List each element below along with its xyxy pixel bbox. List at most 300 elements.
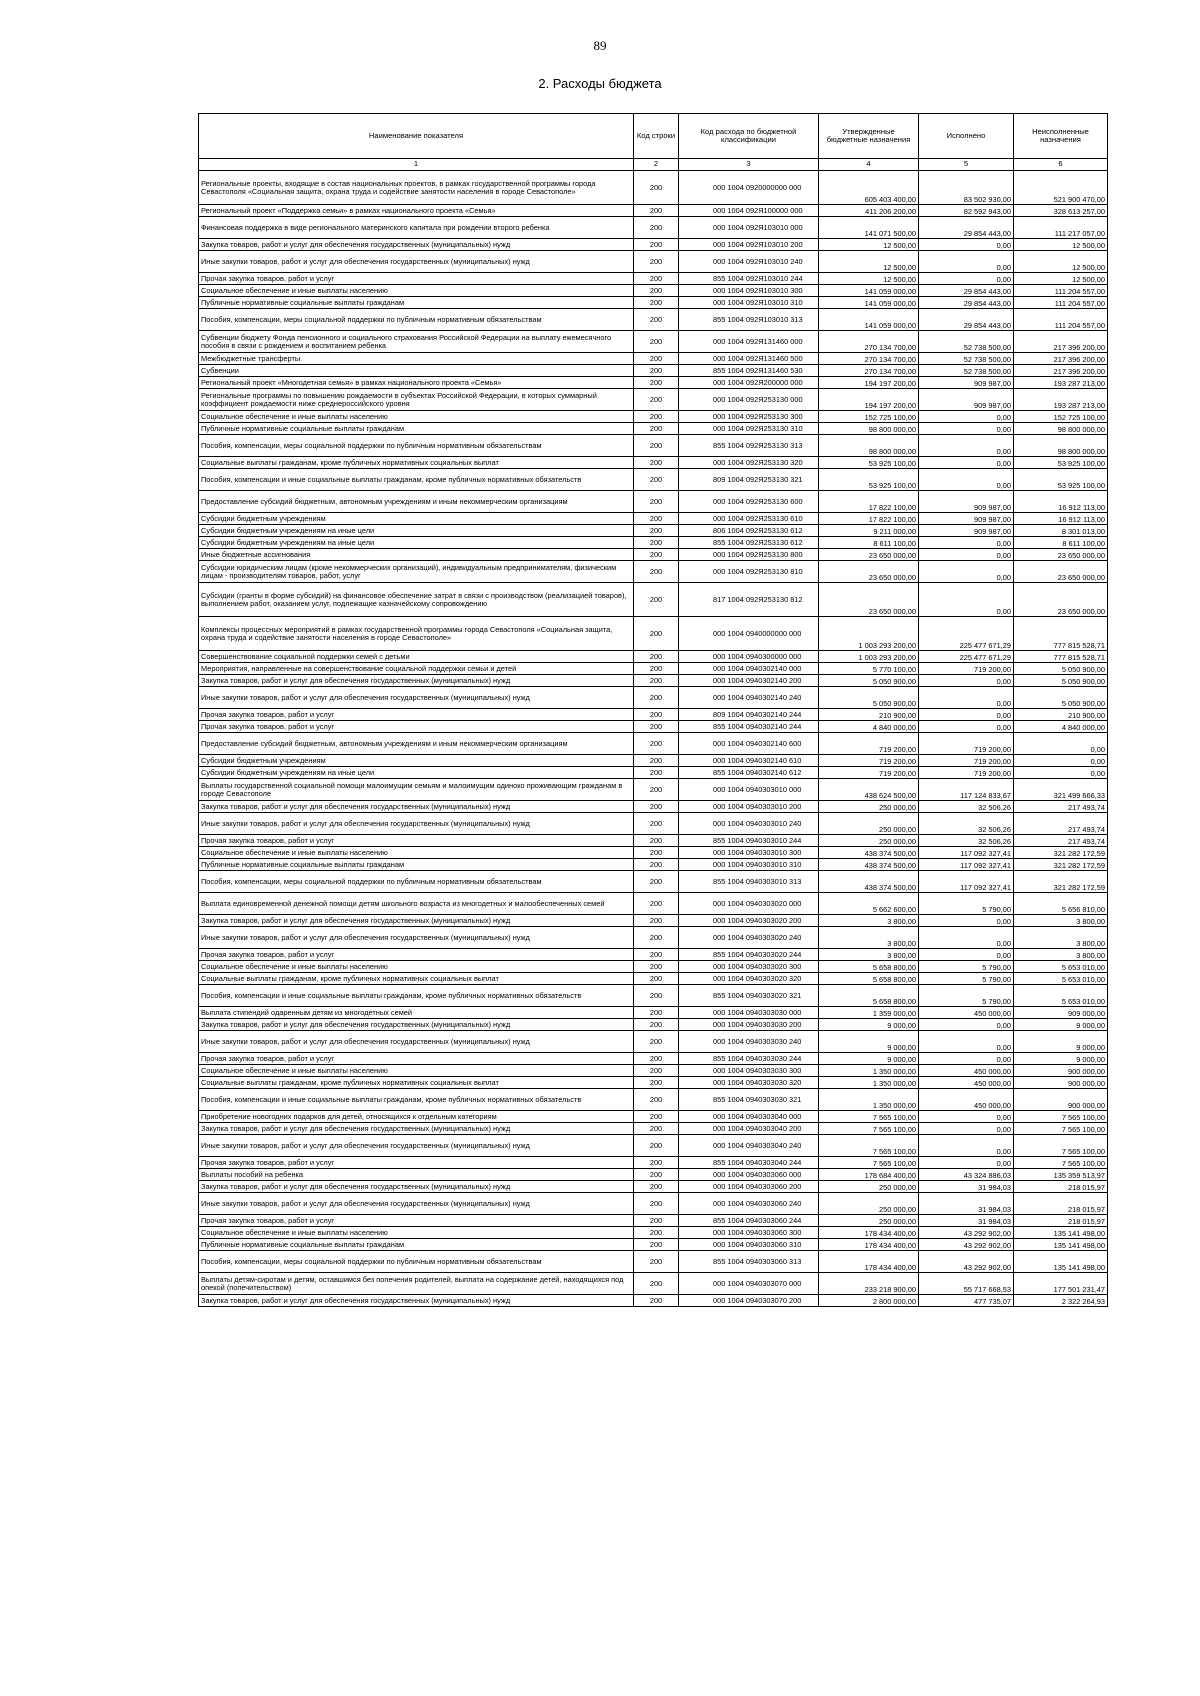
table-cell-approved: 719 200,00: [819, 755, 919, 767]
table-cell-budget-code: 000 1004 092Я253130 800: [679, 549, 819, 561]
table-cell-approved: 411 206 200,00: [819, 205, 919, 217]
table-cell-budget-code: 000 1004 0940303060 310: [679, 1239, 819, 1251]
table-cell-approved: 270 134 700,00: [819, 353, 919, 365]
table-row: [199, 411, 1108, 423]
table-cell-approved: 9 000,00: [819, 1019, 919, 1031]
table-cell-approved: 7 565 100,00: [819, 1123, 919, 1135]
table-cell-row-code: 200: [634, 847, 679, 859]
table-cell-executed: 0,00: [919, 1053, 1014, 1065]
table-cell-name: Межбюджетные трансферты: [199, 353, 634, 365]
table-cell-row-code: 200: [634, 1215, 679, 1227]
table-row: [199, 1215, 1108, 1227]
table-cell-unexecuted: 5 050 900,00: [1014, 675, 1108, 687]
table-cell-unexecuted: 900 000,00: [1014, 1089, 1108, 1111]
table-cell-budget-code: 000 1004 0940302140 240: [679, 687, 819, 709]
table-cell-approved: 250 000,00: [819, 835, 919, 847]
table-cell-row-code: 200: [634, 1123, 679, 1135]
table-cell-approved: 233 218 900,00: [819, 1273, 919, 1295]
table-cell-unexecuted: 111 204 557,00: [1014, 309, 1108, 331]
table-cell-row-code: 200: [634, 377, 679, 389]
table-cell-approved: 9 211 000,00: [819, 525, 919, 537]
table-cell-unexecuted: 217 493,74: [1014, 813, 1108, 835]
table-cell-approved: 438 374 500,00: [819, 847, 919, 859]
table-row: [199, 561, 1108, 583]
table-cell-budget-code: 000 1004 092Я253130 600: [679, 491, 819, 513]
table-cell-approved: 23 650 000,00: [819, 549, 919, 561]
table-cell-budget-code: 000 1004 0940300000 000: [679, 651, 819, 663]
table-cell-budget-code: 000 1004 092Я253130 000: [679, 389, 819, 411]
table-cell-row-code: 200: [634, 1135, 679, 1157]
table-cell-name: Субвенции: [199, 365, 634, 377]
table-row: [199, 927, 1108, 949]
table-cell-approved: 7 565 100,00: [819, 1135, 919, 1157]
table-row: [199, 1135, 1108, 1157]
table-cell-row-code: 200: [634, 1227, 679, 1239]
table-cell-executed: 719 200,00: [919, 755, 1014, 767]
table-cell-executed: 0,00: [919, 927, 1014, 949]
table-cell-row-code: 200: [634, 1251, 679, 1273]
table-cell-budget-code: 000 1004 0940303040 240: [679, 1135, 819, 1157]
table-cell-budget-code: 809 1004 092Я253130 321: [679, 469, 819, 491]
table-cell-approved: 12 500,00: [819, 273, 919, 285]
table-cell-approved: 98 800 000,00: [819, 435, 919, 457]
table-cell-approved: 1 003 293 200,00: [819, 617, 919, 651]
table-cell-unexecuted: 7 565 100,00: [1014, 1157, 1108, 1169]
table-cell-unexecuted: 8 611 100,00: [1014, 537, 1108, 549]
table-row: [199, 217, 1108, 239]
table-row: [199, 583, 1108, 617]
table-cell-unexecuted: 5 653 010,00: [1014, 985, 1108, 1007]
column-number: 1: [199, 159, 634, 171]
table-cell-name: Приобретение новогодних подарков для детей, относящихся к отдельным категориям: [199, 1111, 634, 1123]
table-cell-approved: 5 050 900,00: [819, 687, 919, 709]
table-cell-unexecuted: 0,00: [1014, 767, 1108, 779]
table-cell-name: Закупка товаров, работ и услуг для обеспечения государственных (муниципальных) нужд: [199, 1181, 634, 1193]
table-cell-row-code: 200: [634, 423, 679, 435]
table-cell-unexecuted: 177 501 231,47: [1014, 1273, 1108, 1295]
table-cell-executed: 0,00: [919, 251, 1014, 273]
table-cell-budget-code: 000 1004 0940302140 610: [679, 755, 819, 767]
table-cell-budget-code: 000 1004 092Я100000 000: [679, 205, 819, 217]
table-cell-row-code: 200: [634, 1295, 679, 1307]
table-cell-name: Прочая закупка товаров, работ и услуг: [199, 1053, 634, 1065]
table-cell-executed: 31 984,03: [919, 1193, 1014, 1215]
table-cell-budget-code: 000 1004 0940303070 200: [679, 1295, 819, 1307]
table-cell-approved: 23 650 000,00: [819, 583, 919, 617]
table-cell-budget-code: 000 1004 0940303030 300: [679, 1065, 819, 1077]
table-cell-row-code: 200: [634, 217, 679, 239]
budget-expenses-table: [198, 113, 1108, 1307]
table-cell-name: Публичные нормативные социальные выплаты гражданам: [199, 297, 634, 309]
table-cell-approved: 1 350 000,00: [819, 1089, 919, 1111]
table-cell-name: Субсидии (гранты в форме субсидий) на финансовое обеспечение затрат в связи с производством (реализацией товаров), выполнением работ, оказанием услуг, подлежащие казначейскому сопровождению: [199, 583, 634, 617]
table-cell-row-code: 200: [634, 469, 679, 491]
table-cell-unexecuted: 4 840 000,00: [1014, 721, 1108, 733]
table-row: [199, 239, 1108, 251]
table-cell-row-code: 200: [634, 389, 679, 411]
table-row: [199, 549, 1108, 561]
table-cell-row-code: 200: [634, 491, 679, 513]
table-cell-name: Иные закупки товаров, работ и услуг для обеспечения государственных (муниципальных) нужд: [199, 1031, 634, 1053]
table-cell-budget-code: 000 1004 092Я103010 310: [679, 297, 819, 309]
table-row: [199, 513, 1108, 525]
table-cell-row-code: 200: [634, 1193, 679, 1215]
table-cell-name: Субсидии юридическим лицам (кроме некоммерческих организаций), индивидуальным предпринимателям, физическим лицам - производителям товаров, работ, услуг: [199, 561, 634, 583]
table-cell-budget-code: 000 1004 0940303010 310: [679, 859, 819, 871]
table-cell-unexecuted: 111 204 557,00: [1014, 285, 1108, 297]
table-cell-approved: 3 800,00: [819, 927, 919, 949]
table-row: [199, 251, 1108, 273]
table-cell-unexecuted: 9 000,00: [1014, 1031, 1108, 1053]
table-cell-unexecuted: 218 015,97: [1014, 1193, 1108, 1215]
header-row-code: Код строки: [634, 114, 679, 159]
table-cell-unexecuted: 0,00: [1014, 755, 1108, 767]
column-number: 5: [919, 159, 1014, 171]
table-cell-budget-code: 817 1004 092Я253130 812: [679, 583, 819, 617]
table-cell-unexecuted: 98 800 000,00: [1014, 423, 1108, 435]
table-cell-unexecuted: 5 656 810,00: [1014, 893, 1108, 915]
column-number: 4: [819, 159, 919, 171]
table-row: [199, 1019, 1108, 1031]
table-cell-name: Субсидии бюджетным учреждениям: [199, 513, 634, 525]
table-cell-unexecuted: 111 204 557,00: [1014, 297, 1108, 309]
table-row: [199, 721, 1108, 733]
table-cell-budget-code: 000 1004 092Я253130 310: [679, 423, 819, 435]
table-cell-row-code: 200: [634, 985, 679, 1007]
table-cell-unexecuted: 7 565 100,00: [1014, 1111, 1108, 1123]
table-row: [199, 297, 1108, 309]
table-row: [199, 365, 1108, 377]
table-cell-budget-code: 855 1004 0940303030 244: [679, 1053, 819, 1065]
table-cell-approved: 4 840 000,00: [819, 721, 919, 733]
table-row: [199, 1181, 1108, 1193]
table-cell-unexecuted: 777 815 528,71: [1014, 617, 1108, 651]
table-row: [199, 663, 1108, 675]
table-row: [199, 1193, 1108, 1215]
table-cell-executed: 52 738 500,00: [919, 331, 1014, 353]
table-cell-name: Пособия, компенсации, меры социальной поддержки по публичным нормативным обязательствам: [199, 1251, 634, 1273]
table-cell-executed: 0,00: [919, 583, 1014, 617]
table-cell-executed: 0,00: [919, 537, 1014, 549]
table-cell-approved: 12 500,00: [819, 239, 919, 251]
table-cell-name: Социальное обеспечение и иные выплаты населению: [199, 411, 634, 423]
table-cell-approved: 9 000,00: [819, 1053, 919, 1065]
table-cell-unexecuted: 909 000,00: [1014, 1007, 1108, 1019]
table-cell-row-code: 200: [634, 411, 679, 423]
table-cell-budget-code: 000 1004 092Я103010 240: [679, 251, 819, 273]
table-cell-unexecuted: 193 287 213,00: [1014, 377, 1108, 389]
table-row: [199, 767, 1108, 779]
table-cell-executed: 117 092 327,41: [919, 871, 1014, 893]
table-cell-name: Публичные нормативные социальные выплаты гражданам: [199, 423, 634, 435]
table-cell-name: Публичные нормативные социальные выплаты гражданам: [199, 1239, 634, 1251]
table-cell-row-code: 200: [634, 297, 679, 309]
table-cell-approved: 250 000,00: [819, 1181, 919, 1193]
header-unexecuted: Неисполненные назначения: [1014, 114, 1108, 159]
table-cell-unexecuted: 23 650 000,00: [1014, 561, 1108, 583]
table-cell-approved: 3 800,00: [819, 915, 919, 927]
table-cell-row-code: 200: [634, 525, 679, 537]
table-cell-unexecuted: 217 396 200,00: [1014, 365, 1108, 377]
table-header-row: [199, 114, 1108, 159]
table-cell-budget-code: 000 1004 0940303070 000: [679, 1273, 819, 1295]
table-cell-name: Закупка товаров, работ и услуг для обеспечения государственных (муниципальных) нужд: [199, 801, 634, 813]
table-cell-budget-code: 855 1004 0940303040 244: [679, 1157, 819, 1169]
table-cell-row-code: 200: [634, 1169, 679, 1181]
table-cell-unexecuted: 3 800,00: [1014, 927, 1108, 949]
table-cell-budget-code: 000 1004 092Я253130 300: [679, 411, 819, 423]
table-cell-row-code: 200: [634, 239, 679, 251]
table-cell-name: Социальное обеспечение и иные выплаты населению: [199, 1065, 634, 1077]
table-cell-budget-code: 000 1004 0940000000 000: [679, 617, 819, 651]
table-cell-executed: 0,00: [919, 435, 1014, 457]
table-row: [199, 469, 1108, 491]
table-cell-approved: 719 200,00: [819, 767, 919, 779]
table-cell-name: Выплаты детям-сиротам и детям, оставшимся без попечения родителей, выплата на содержание детей, находящихся под опекой (попечительством): [199, 1273, 634, 1295]
table-cell-budget-code: 855 1004 0940302140 612: [679, 767, 819, 779]
table-cell-approved: 270 134 700,00: [819, 331, 919, 353]
table-cell-unexecuted: 900 000,00: [1014, 1077, 1108, 1089]
table-cell-unexecuted: 135 359 513,97: [1014, 1169, 1108, 1181]
table-cell-row-code: 200: [634, 1019, 679, 1031]
table-row: [199, 915, 1108, 927]
table-cell-name: Прочая закупка товаров, работ и услуг: [199, 835, 634, 847]
table-cell-budget-code: 855 1004 0940303020 244: [679, 949, 819, 961]
table-cell-name: Мероприятия, направленные на совершенствование социальной поддержки семьи и детей: [199, 663, 634, 675]
column-number-row: [199, 159, 1108, 171]
table-cell-name: Выплата стипендий одаренным детям из многодетных семей: [199, 1007, 634, 1019]
table-cell-unexecuted: 9 000,00: [1014, 1019, 1108, 1031]
table-cell-budget-code: 000 1004 0940302140 000: [679, 663, 819, 675]
table-cell-executed: 0,00: [919, 915, 1014, 927]
table-cell-row-code: 200: [634, 859, 679, 871]
table-cell-approved: 23 650 000,00: [819, 561, 919, 583]
table-cell-budget-code: 000 1004 0940303010 200: [679, 801, 819, 813]
table-cell-budget-code: 000 1004 0940303030 000: [679, 1007, 819, 1019]
table-cell-row-code: 200: [634, 733, 679, 755]
table-cell-row-code: 200: [634, 1065, 679, 1077]
table-cell-executed: 0,00: [919, 1031, 1014, 1053]
table-cell-budget-code: 000 1004 0940303020 000: [679, 893, 819, 915]
table-cell-row-code: 200: [634, 709, 679, 721]
table-cell-row-code: 200: [634, 617, 679, 651]
table-cell-executed: 0,00: [919, 1019, 1014, 1031]
table-cell-unexecuted: 217 493,74: [1014, 801, 1108, 813]
table-row: [199, 525, 1108, 537]
table-cell-row-code: 200: [634, 1181, 679, 1193]
table-cell-executed: 225 477 671,29: [919, 617, 1014, 651]
table-cell-budget-code: 000 1004 0940303030 200: [679, 1019, 819, 1031]
table-cell-row-code: 200: [634, 927, 679, 949]
table-row: [199, 985, 1108, 1007]
table-row: [199, 617, 1108, 651]
table-cell-unexecuted: 152 725 100,00: [1014, 411, 1108, 423]
table-cell-executed: 43 324 886,03: [919, 1169, 1014, 1181]
table-row: [199, 973, 1108, 985]
table-cell-name: Региональные программы по повышению рождаемости в субъектах Российской Федерации, в которых суммарный коэффициент рождаемости ниже среднероссийского уровня: [199, 389, 634, 411]
table-cell-executed: 909 987,00: [919, 491, 1014, 513]
column-number: 2: [634, 159, 679, 171]
table-cell-unexecuted: 521 900 470,00: [1014, 171, 1108, 205]
table-cell-name: Социальные выплаты гражданам, кроме публичных нормативных социальных выплат: [199, 973, 634, 985]
table-row: [199, 1111, 1108, 1123]
table-cell-row-code: 200: [634, 457, 679, 469]
table-cell-unexecuted: 900 000,00: [1014, 1065, 1108, 1077]
table-cell-approved: 1 003 293 200,00: [819, 651, 919, 663]
table-cell-name: Иные закупки товаров, работ и услуг для обеспечения государственных (муниципальных) нужд: [199, 251, 634, 273]
table-cell-name: Иные бюджетные ассигнования: [199, 549, 634, 561]
table-cell-executed: 0,00: [919, 423, 1014, 435]
table-cell-unexecuted: 7 565 100,00: [1014, 1135, 1108, 1157]
table-cell-budget-code: 000 1004 092Я103010 300: [679, 285, 819, 297]
table-cell-executed: 83 502 930,00: [919, 171, 1014, 205]
table-cell-name: Прочая закупка товаров, работ и услуг: [199, 709, 634, 721]
header-approved: Утвержденные бюджетные назначения: [819, 114, 919, 159]
table-cell-budget-code: 000 1004 0920000000 000: [679, 171, 819, 205]
table-cell-name: Пособия, компенсации, меры социальной поддержки по публичным нормативным обязательствам: [199, 435, 634, 457]
table-cell-name: Пособия, компенсации, меры социальной поддержки по публичным нормативным обязательствам: [199, 309, 634, 331]
table-cell-approved: 152 725 100,00: [819, 411, 919, 423]
table-cell-unexecuted: 217 493,74: [1014, 835, 1108, 847]
table-row: [199, 801, 1108, 813]
table-cell-budget-code: 809 1004 0940302140 244: [679, 709, 819, 721]
table-row: [199, 961, 1108, 973]
table-cell-budget-code: 000 1004 0940303060 300: [679, 1227, 819, 1239]
table-row: [199, 1077, 1108, 1089]
table-cell-executed: 909 987,00: [919, 513, 1014, 525]
table-cell-budget-code: 855 1004 092Я131460 530: [679, 365, 819, 377]
table-cell-approved: 194 197 200,00: [819, 377, 919, 389]
column-number: 6: [1014, 159, 1108, 171]
table-cell-name: Социальное обеспечение и иные выплаты населению: [199, 1227, 634, 1239]
table-cell-unexecuted: 218 015,97: [1014, 1181, 1108, 1193]
table-cell-unexecuted: 12 500,00: [1014, 273, 1108, 285]
table-cell-executed: 5 790,00: [919, 973, 1014, 985]
table-cell-executed: 32 506,26: [919, 801, 1014, 813]
table-cell-unexecuted: 321 282 172,59: [1014, 859, 1108, 871]
table-cell-approved: 194 197 200,00: [819, 389, 919, 411]
table-cell-approved: 178 434 400,00: [819, 1227, 919, 1239]
table-cell-name: Выплаты государственной социальной помощи малоимущим семьям и малоимущим одиноко проживающим гражданам в городе Севастополе: [199, 779, 634, 801]
table-cell-unexecuted: 12 500,00: [1014, 239, 1108, 251]
table-cell-name: Региональный проект «Многодетная семья» в рамках национального проекта «Семья»: [199, 377, 634, 389]
table-cell-executed: 117 092 327,41: [919, 859, 1014, 871]
table-row: [199, 1227, 1108, 1239]
table-cell-budget-code: 855 1004 092Я103010 313: [679, 309, 819, 331]
table-cell-unexecuted: 98 800 000,00: [1014, 435, 1108, 457]
table-cell-name: Прочая закупка товаров, работ и услуг: [199, 273, 634, 285]
table-cell-row-code: 200: [634, 205, 679, 217]
table-cell-approved: 1 359 000,00: [819, 1007, 919, 1019]
table-cell-unexecuted: 328 613 257,00: [1014, 205, 1108, 217]
table-cell-unexecuted: 218 015,97: [1014, 1215, 1108, 1227]
table-cell-executed: 52 738 500,00: [919, 365, 1014, 377]
table-cell-row-code: 200: [634, 353, 679, 365]
table-cell-unexecuted: 0,00: [1014, 733, 1108, 755]
table-cell-budget-code: 000 1004 092Я103010 000: [679, 217, 819, 239]
table-row: [199, 755, 1108, 767]
table-cell-row-code: 200: [634, 915, 679, 927]
table-cell-executed: 32 506,26: [919, 813, 1014, 835]
table-row: [199, 537, 1108, 549]
table-cell-approved: 438 374 500,00: [819, 859, 919, 871]
table-cell-row-code: 200: [634, 1273, 679, 1295]
table-cell-row-code: 200: [634, 1157, 679, 1169]
table-cell-approved: 53 925 100,00: [819, 457, 919, 469]
table-cell-name: Иные закупки товаров, работ и услуг для обеспечения государственных (муниципальных) нужд: [199, 1193, 634, 1215]
table-cell-approved: 250 000,00: [819, 813, 919, 835]
table-cell-approved: 9 000,00: [819, 1031, 919, 1053]
table-cell-approved: 719 200,00: [819, 733, 919, 755]
table-cell-name: Закупка товаров, работ и услуг для обеспечения государственных (муниципальных) нужд: [199, 1295, 634, 1307]
table-row: [199, 1031, 1108, 1053]
table-cell-approved: 7 565 100,00: [819, 1111, 919, 1123]
table-cell-executed: 5 790,00: [919, 985, 1014, 1007]
table-cell-row-code: 200: [634, 513, 679, 525]
table-cell-name: Социальные выплаты гражданам, кроме публичных нормативных социальных выплат: [199, 457, 634, 469]
table-cell-executed: 0,00: [919, 457, 1014, 469]
table-cell-budget-code: 000 1004 0940303020 300: [679, 961, 819, 973]
table-cell-approved: 178 434 400,00: [819, 1251, 919, 1273]
table-cell-executed: 0,00: [919, 709, 1014, 721]
table-row: [199, 709, 1108, 721]
table-cell-executed: 82 592 943,00: [919, 205, 1014, 217]
table-cell-budget-code: 855 1004 0940303010 313: [679, 871, 819, 893]
table-row: [199, 331, 1108, 353]
table-cell-approved: 438 374 500,00: [819, 871, 919, 893]
table-cell-row-code: 200: [634, 721, 679, 733]
table-row: [199, 651, 1108, 663]
table-row: [199, 733, 1108, 755]
table-cell-executed: 0,00: [919, 1111, 1014, 1123]
header-budget-code: Код расхода по бюджетной классификации: [679, 114, 819, 159]
table-cell-row-code: 200: [634, 663, 679, 675]
table-cell-name: Закупка товаров, работ и услуг для обеспечения государственных (муниципальных) нужд: [199, 239, 634, 251]
table-row: [199, 423, 1108, 435]
table-cell-executed: 32 506,26: [919, 835, 1014, 847]
column-number: 3: [679, 159, 819, 171]
table-cell-row-code: 200: [634, 755, 679, 767]
table-cell-unexecuted: 135 141 498,00: [1014, 1239, 1108, 1251]
table-row: [199, 1251, 1108, 1273]
table-cell-row-code: 200: [634, 365, 679, 377]
table-row: [199, 457, 1108, 469]
table-cell-budget-code: 000 1004 092Я253130 610: [679, 513, 819, 525]
header-executed: Исполнено: [919, 114, 1014, 159]
table-cell-approved: 2 800 000,00: [819, 1295, 919, 1307]
table-cell-unexecuted: 5 653 010,00: [1014, 961, 1108, 973]
table-cell-name: Социальное обеспечение и иные выплаты населению: [199, 285, 634, 297]
table-cell-approved: 3 800,00: [819, 949, 919, 961]
table-cell-budget-code: 000 1004 0940303020 200: [679, 915, 819, 927]
table-cell-row-code: 200: [634, 949, 679, 961]
table-cell-name: Иные закупки товаров, работ и услуг для обеспечения государственных (муниципальных) нужд: [199, 1135, 634, 1157]
table-cell-executed: 719 200,00: [919, 733, 1014, 755]
table-cell-executed: 450 000,00: [919, 1089, 1014, 1111]
table-cell-budget-code: 000 1004 092Я103010 200: [679, 239, 819, 251]
table-row: [199, 1123, 1108, 1135]
table-cell-unexecuted: 5 050 900,00: [1014, 663, 1108, 675]
table-row: [199, 389, 1108, 411]
table-cell-name: Социальное обеспечение и иные выплаты населению: [199, 961, 634, 973]
table-cell-budget-code: 855 1004 0940302140 244: [679, 721, 819, 733]
table-row: [199, 847, 1108, 859]
table-cell-unexecuted: 8 301 013,00: [1014, 525, 1108, 537]
table-cell-unexecuted: 217 396 200,00: [1014, 353, 1108, 365]
table-cell-budget-code: 855 1004 092Я103010 244: [679, 273, 819, 285]
table-cell-name: Прочая закупка товаров, работ и услуг: [199, 1157, 634, 1169]
table-row: [199, 1273, 1108, 1295]
